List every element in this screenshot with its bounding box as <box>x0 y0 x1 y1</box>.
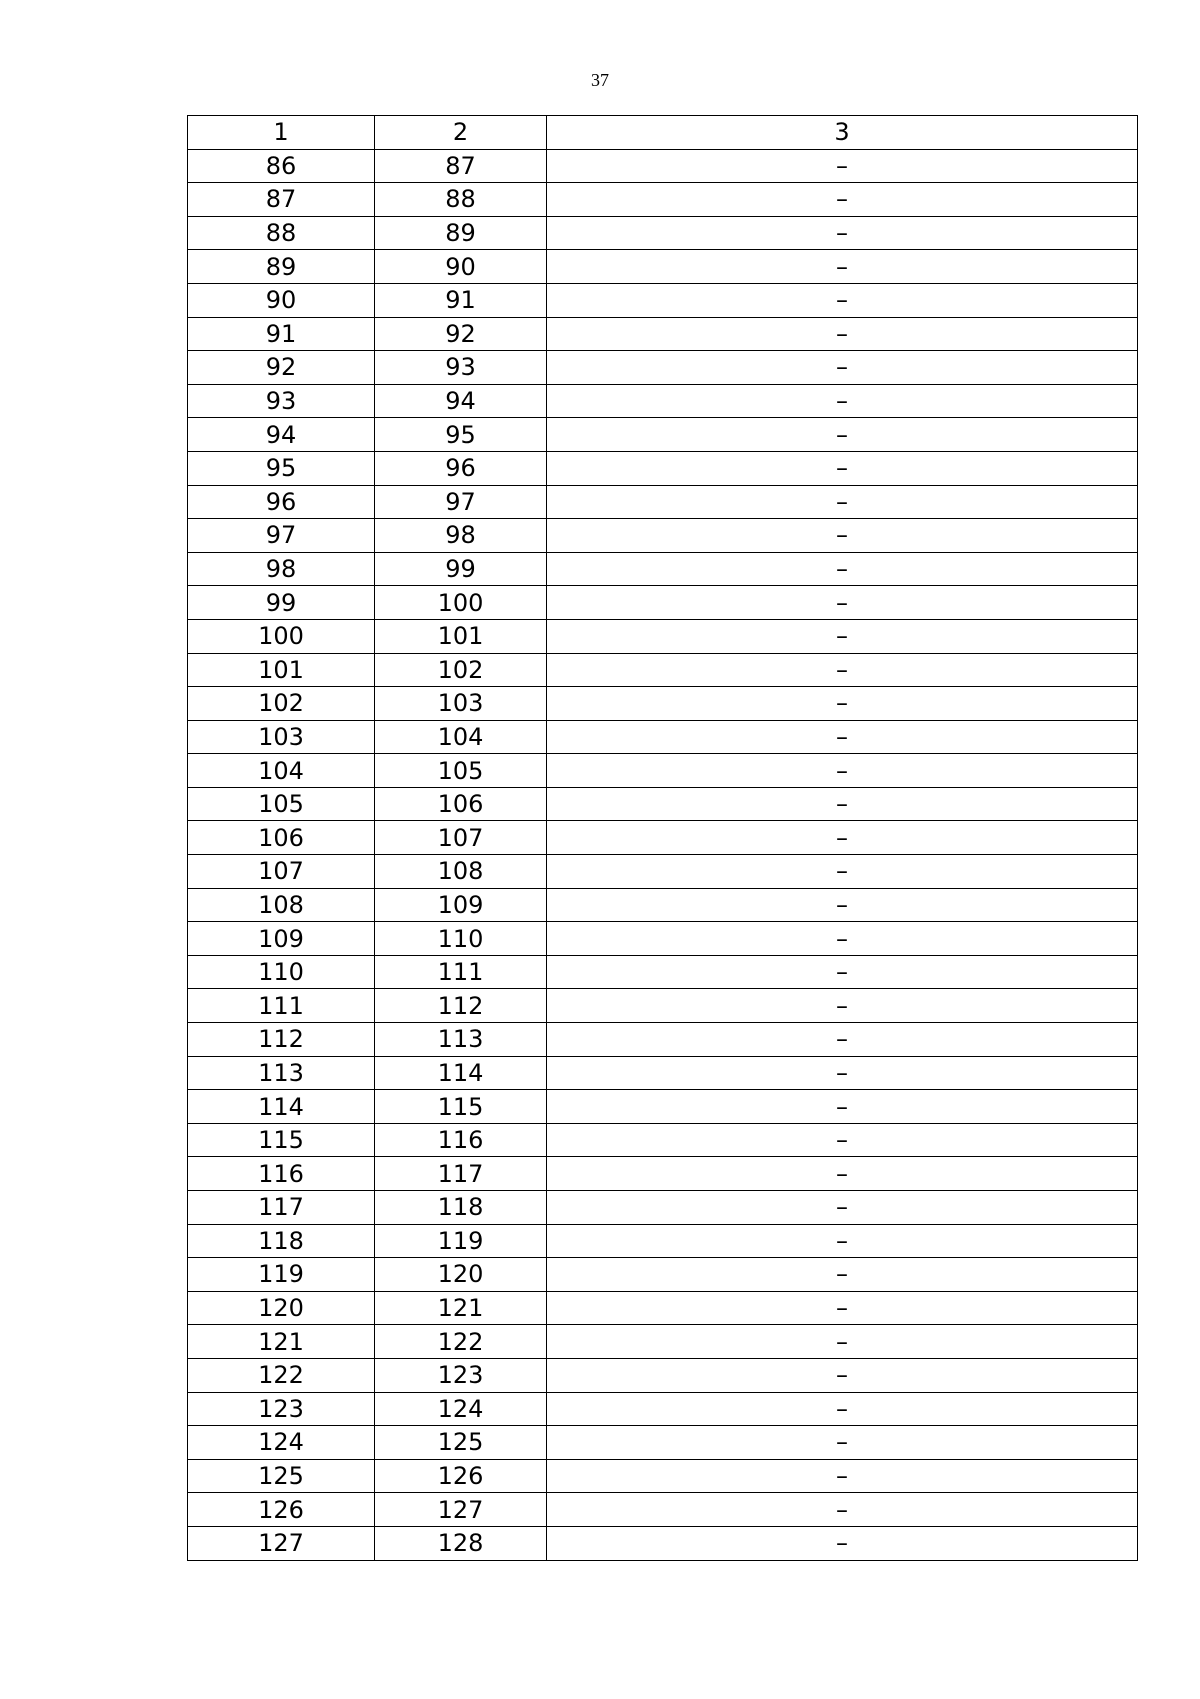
data-table <box>187 115 1138 1561</box>
table-cell-col-2: 96 <box>375 451 547 485</box>
table-cell-col-2: 122 <box>375 1325 547 1359</box>
table-cell-col-2: 93 <box>375 351 547 385</box>
header-cell-3: 3 <box>547 116 1138 150</box>
table-row <box>188 1392 1138 1426</box>
table-cell-col-1: 105 <box>188 787 375 821</box>
table-cell-col-3: – <box>547 418 1138 452</box>
table-cell-col-2: 100 <box>375 586 547 620</box>
table-cell-col-1: 103 <box>188 720 375 754</box>
table-cell-col-2: 101 <box>375 619 547 653</box>
table-cell-col-1: 111 <box>188 989 375 1023</box>
table-cell-col-2: 118 <box>375 1191 547 1225</box>
table-cell-col-2: 125 <box>375 1426 547 1460</box>
table-cell-col-1: 104 <box>188 754 375 788</box>
table-cell-col-1: 92 <box>188 351 375 385</box>
table-cell-col-3: – <box>547 1493 1138 1527</box>
table-cell-col-3: – <box>547 317 1138 351</box>
table-row <box>188 787 1138 821</box>
table-row <box>188 720 1138 754</box>
table-cell-col-1: 97 <box>188 519 375 553</box>
table-cell-col-3: – <box>547 922 1138 956</box>
table-row <box>188 653 1138 687</box>
table-cell-col-1: 89 <box>188 250 375 284</box>
table-cell-col-1: 109 <box>188 922 375 956</box>
table-cell-col-3: – <box>547 754 1138 788</box>
table-cell-col-2: 87 <box>375 149 547 183</box>
table-cell-col-2: 127 <box>375 1493 547 1527</box>
table-row <box>188 619 1138 653</box>
table-cell-col-1: 94 <box>188 418 375 452</box>
table-cell-col-2: 119 <box>375 1224 547 1258</box>
table-cell-col-2: 115 <box>375 1090 547 1124</box>
table-cell-col-1: 127 <box>188 1526 375 1560</box>
table-cell-col-3: – <box>547 586 1138 620</box>
table-cell-col-2: 128 <box>375 1526 547 1560</box>
table-cell-col-2: 112 <box>375 989 547 1023</box>
table-cell-col-3: – <box>547 989 1138 1023</box>
table-cell-col-3: – <box>547 1224 1138 1258</box>
table-cell-col-1: 115 <box>188 1123 375 1157</box>
table-cell-col-2: 103 <box>375 687 547 721</box>
table-cell-col-3: – <box>547 519 1138 553</box>
table-cell-col-2: 111 <box>375 955 547 989</box>
table-cell-col-3: – <box>547 149 1138 183</box>
table-cell-col-1: 98 <box>188 552 375 586</box>
table-row <box>188 216 1138 250</box>
table-row <box>188 1526 1138 1560</box>
table-cell-col-1: 87 <box>188 183 375 217</box>
table-cell-col-3: – <box>547 183 1138 217</box>
table-row <box>188 1493 1138 1527</box>
table-cell-col-1: 106 <box>188 821 375 855</box>
table-cell-col-1: 102 <box>188 687 375 721</box>
table-cell-col-3: – <box>547 250 1138 284</box>
table-cell-col-1: 96 <box>188 485 375 519</box>
table-row <box>188 754 1138 788</box>
table-cell-col-2: 109 <box>375 888 547 922</box>
table-cell-col-2: 97 <box>375 485 547 519</box>
table-row <box>188 451 1138 485</box>
table-cell-col-3: – <box>547 1023 1138 1057</box>
table-row <box>188 855 1138 889</box>
table-cell-col-1: 116 <box>188 1157 375 1191</box>
table-cell-col-3: – <box>547 720 1138 754</box>
table-row <box>188 149 1138 183</box>
table-row <box>188 183 1138 217</box>
table-cell-col-3: – <box>547 955 1138 989</box>
table-row <box>188 1291 1138 1325</box>
table-cell-col-1: 124 <box>188 1426 375 1460</box>
table-cell-col-1: 90 <box>188 283 375 317</box>
table-cell-col-1: 114 <box>188 1090 375 1124</box>
table-cell-col-1: 120 <box>188 1291 375 1325</box>
table-cell-col-2: 94 <box>375 384 547 418</box>
table-row <box>188 955 1138 989</box>
table-cell-col-3: – <box>547 653 1138 687</box>
table-row <box>188 1224 1138 1258</box>
table-cell-col-1: 99 <box>188 586 375 620</box>
table-cell-col-2: 123 <box>375 1358 547 1392</box>
table-cell-col-1: 95 <box>188 451 375 485</box>
table-cell-col-2: 121 <box>375 1291 547 1325</box>
table-row <box>188 351 1138 385</box>
table-row <box>188 552 1138 586</box>
table-cell-col-2: 114 <box>375 1056 547 1090</box>
table-cell-col-3: – <box>547 283 1138 317</box>
table-cell-col-2: 117 <box>375 1157 547 1191</box>
table-row <box>188 1459 1138 1493</box>
table-cell-col-3: – <box>547 485 1138 519</box>
table-cell-col-3: – <box>547 552 1138 586</box>
table-row <box>188 586 1138 620</box>
table-cell-col-2: 88 <box>375 183 547 217</box>
table-cell-col-2: 124 <box>375 1392 547 1426</box>
table-cell-col-3: – <box>547 1191 1138 1225</box>
table-cell-col-2: 116 <box>375 1123 547 1157</box>
table-cell-col-3: – <box>547 1258 1138 1292</box>
table-cell-col-2: 98 <box>375 519 547 553</box>
table-cell-col-2: 99 <box>375 552 547 586</box>
table-cell-col-1: 86 <box>188 149 375 183</box>
table-cell-col-3: – <box>547 687 1138 721</box>
header-cell-2: 2 <box>375 116 547 150</box>
table-cell-col-3: – <box>547 351 1138 385</box>
table-cell-col-1: 125 <box>188 1459 375 1493</box>
table-cell-col-2: 105 <box>375 754 547 788</box>
table-cell-col-2: 89 <box>375 216 547 250</box>
table-cell-col-3: – <box>547 451 1138 485</box>
table-cell-col-3: – <box>547 384 1138 418</box>
table-row <box>188 1056 1138 1090</box>
table-row <box>188 418 1138 452</box>
table-cell-col-1: 126 <box>188 1493 375 1527</box>
table-row <box>188 1325 1138 1359</box>
table-body <box>188 116 1138 1561</box>
table-cell-col-2: 92 <box>375 317 547 351</box>
table-cell-col-1: 108 <box>188 888 375 922</box>
table-cell-col-1: 93 <box>188 384 375 418</box>
table-row <box>188 1023 1138 1057</box>
table-cell-col-3: – <box>547 787 1138 821</box>
table-cell-col-3: – <box>547 1325 1138 1359</box>
table-cell-col-1: 119 <box>188 1258 375 1292</box>
table-cell-col-2: 107 <box>375 821 547 855</box>
table-row <box>188 250 1138 284</box>
table-row <box>188 687 1138 721</box>
table-cell-col-3: – <box>547 1291 1138 1325</box>
table-cell-col-1: 100 <box>188 619 375 653</box>
table-cell-col-3: – <box>547 1526 1138 1560</box>
table-cell-col-3: – <box>547 216 1138 250</box>
table-cell-col-2: 126 <box>375 1459 547 1493</box>
table-cell-col-1: 110 <box>188 955 375 989</box>
table-row <box>188 1426 1138 1460</box>
table-row <box>188 1191 1138 1225</box>
table-cell-col-2: 95 <box>375 418 547 452</box>
table-cell-col-2: 106 <box>375 787 547 821</box>
table-cell-col-3: – <box>547 888 1138 922</box>
table-row <box>188 1157 1138 1191</box>
table-row <box>188 1358 1138 1392</box>
table-cell-col-2: 113 <box>375 1023 547 1057</box>
table-cell-col-1: 113 <box>188 1056 375 1090</box>
table-cell-col-3: – <box>547 1123 1138 1157</box>
table-cell-col-3: – <box>547 821 1138 855</box>
table-cell-col-3: – <box>547 1056 1138 1090</box>
table-row <box>188 989 1138 1023</box>
table-cell-col-2: 120 <box>375 1258 547 1292</box>
table-cell-col-2: 108 <box>375 855 547 889</box>
table-cell-col-2: 104 <box>375 720 547 754</box>
table-cell-col-1: 121 <box>188 1325 375 1359</box>
table-cell-col-1: 101 <box>188 653 375 687</box>
table-header-row <box>188 116 1138 150</box>
table-cell-col-2: 90 <box>375 250 547 284</box>
table-cell-col-1: 118 <box>188 1224 375 1258</box>
table-cell-col-3: – <box>547 1459 1138 1493</box>
table-cell-col-1: 112 <box>188 1023 375 1057</box>
table-row <box>188 821 1138 855</box>
table-cell-col-3: – <box>547 1392 1138 1426</box>
table-row <box>188 384 1138 418</box>
table-cell-col-3: – <box>547 1090 1138 1124</box>
table-row <box>188 1258 1138 1292</box>
page-number: 37 <box>591 70 609 90</box>
table-cell-col-3: – <box>547 1426 1138 1460</box>
table-row <box>188 317 1138 351</box>
table-cell-col-1: 88 <box>188 216 375 250</box>
table-cell-col-3: – <box>547 1157 1138 1191</box>
table-cell-col-2: 91 <box>375 283 547 317</box>
table-row <box>188 1090 1138 1124</box>
table-cell-col-1: 91 <box>188 317 375 351</box>
table-cell-col-3: – <box>547 1358 1138 1392</box>
table-row <box>188 922 1138 956</box>
table-row <box>188 1123 1138 1157</box>
table-cell-col-2: 102 <box>375 653 547 687</box>
table-cell-col-1: 107 <box>188 855 375 889</box>
table-cell-col-1: 123 <box>188 1392 375 1426</box>
table-row <box>188 283 1138 317</box>
table-row <box>188 485 1138 519</box>
table-cell-col-1: 122 <box>188 1358 375 1392</box>
table-cell-col-1: 117 <box>188 1191 375 1225</box>
table-cell-col-2: 110 <box>375 922 547 956</box>
table-cell-col-3: – <box>547 619 1138 653</box>
table-row <box>188 519 1138 553</box>
table-cell-col-3: – <box>547 855 1138 889</box>
table-row <box>188 888 1138 922</box>
header-cell-1: 1 <box>188 116 375 150</box>
